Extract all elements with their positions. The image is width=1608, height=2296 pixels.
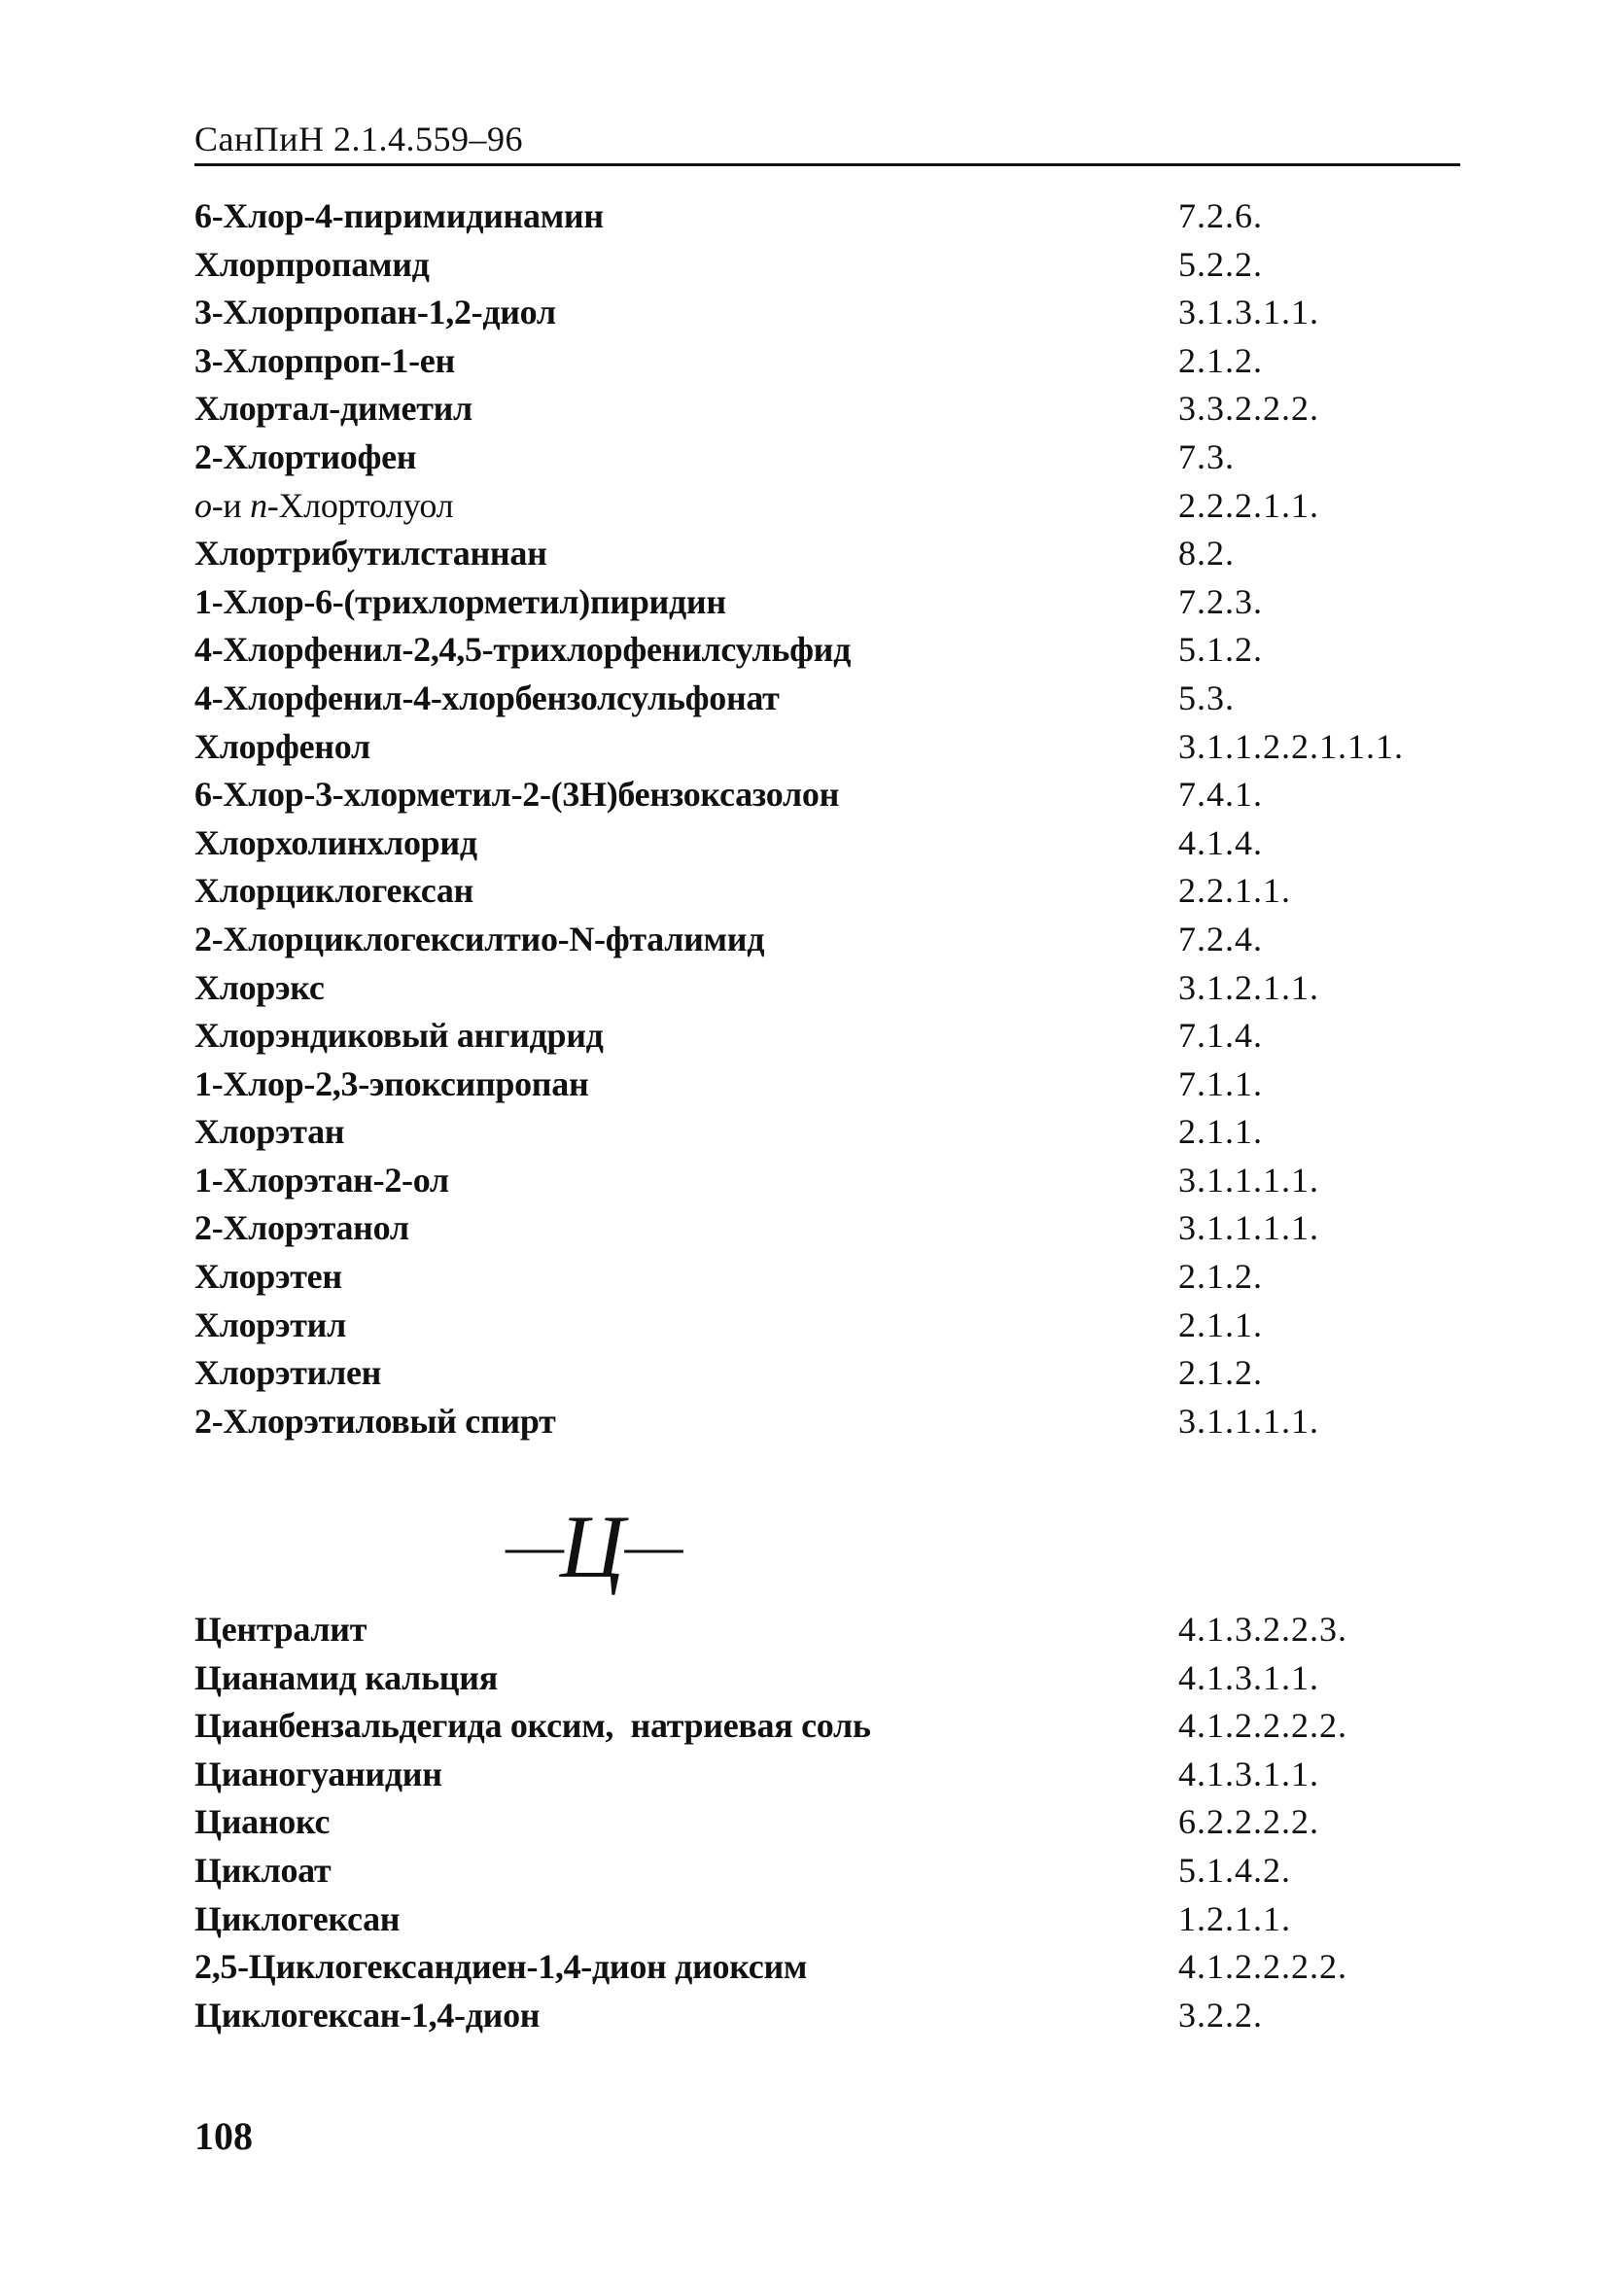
index-list-kh [194,192,1460,1445]
index-entry [194,1896,1460,1944]
ortho-prefix: о [194,485,212,525]
index-reference: 3.1.1.1.1. [1178,1401,1319,1441]
index-term: 6-Хлор-4-пиримидинамин [194,196,604,235]
index-reference: 6.2.2.2.2. [1178,1802,1319,1842]
index-entry [194,1654,1460,1703]
index-entry [194,675,1460,723]
index-term: Цианогуанидин [194,1754,442,1793]
index-entry [194,771,1460,819]
index-entry [194,192,1460,241]
index-entry [194,1204,1460,1253]
index-term: Хлорэкс [194,967,325,1007]
index-reference: 4.1.2.2.2.2. [1178,1947,1347,1987]
index-entry [194,434,1460,482]
index-reference: 3.3.2.2.2. [1178,389,1319,429]
index-reference: 3.1.2.1.1. [1178,967,1319,1007]
index-term: 4-Хлорфенил-4-хлорбензолсульфонат [194,678,780,717]
index-entry [194,1012,1460,1061]
index-reference: 7.1.4. [1178,1016,1263,1056]
term-name: -Хлортолуол [266,485,454,525]
index-term: Циклогексан [194,1898,401,1938]
index-reference: 2.1.2. [1178,1353,1263,1393]
para-prefix: п [250,485,267,525]
index-term: Хлорциклогексан [194,871,473,911]
index-reference: 7.2.6. [1178,196,1263,235]
index-term: Хлорпропамид [194,244,430,284]
index-reference: 4.1.3.1.1. [1178,1657,1319,1697]
index-reference: 5.3. [1178,678,1235,717]
index-entry [194,1992,1460,2040]
index-entry [194,1606,1460,1654]
heading-letter: Ц [560,1497,625,1596]
index-entry [194,1349,1460,1398]
index-reference: 2.1.2. [1178,340,1263,380]
heading-dash-left: — [506,1513,560,1578]
index-entry [194,626,1460,675]
running-header: СанПиН 2.1.4.559–96 [194,120,524,158]
section-letter-heading [506,1497,679,1595]
index-entry [194,482,1460,531]
index-reference: 7.4.1. [1178,775,1263,815]
index-entry [194,1751,1460,1799]
index-term: 4-Хлорфенил-2,4,5-трихлорфенилсульфид [194,630,852,670]
index-term: Хлортрибутилстаннан [194,534,547,574]
index-reference: 3.1.1.1.1. [1178,1208,1319,1248]
index-term: Цианокс [194,1802,331,1842]
index-term: Циклогексан-1,4-дион [194,1995,541,2035]
index-reference: 7.2.3. [1178,581,1263,621]
index-entry [194,867,1460,916]
index-term: 3-Хлорпропан-1,2-диол [194,293,556,332]
index-term: 2-Хлорэтиловый спирт [194,1401,556,1441]
index-reference: 3.1.1.1.1. [1178,1160,1319,1200]
index-entry [194,578,1460,627]
index-term [194,482,453,531]
index-list-ts [194,1606,1460,2039]
index-reference: 5.1.4.2. [1178,1850,1291,1890]
index-entry [194,1702,1460,1751]
index-entry [194,1798,1460,1847]
index-term: Хлорэтан [194,1112,345,1152]
index-term: 1-Хлорэтан-2-ол [194,1160,449,1200]
index-term: 3-Хлорпроп-1-ен [194,340,455,380]
index-reference: 2.1.1. [1178,1112,1263,1152]
index-entry [194,1943,1460,1992]
index-entry [194,1061,1460,1109]
index-reference: 2.1.1. [1178,1305,1263,1344]
term-connector: -и [211,485,251,525]
index-entry [194,916,1460,964]
page-number: 108 [194,2114,253,2158]
index-reference: 7.2.4. [1178,919,1263,958]
index-reference: 1.2.1.1. [1178,1898,1291,1938]
index-reference: 2.2.1.1. [1178,871,1291,911]
index-term: Цианамид кальция [194,1657,498,1697]
index-reference: 3.2.2. [1178,1995,1263,2035]
index-term: Хлорэтил [194,1305,346,1344]
index-entry [194,819,1460,868]
index-entry [194,337,1460,386]
index-entry [194,964,1460,1013]
index-term: 2-Хлорэтанол [194,1208,409,1248]
index-entry [194,1302,1460,1350]
index-term: Хлорхолинхлорид [194,822,477,862]
index-reference: 4.1.3.2.2.3. [1178,1610,1347,1649]
index-entry [194,1108,1460,1157]
index-term: Централит [194,1610,367,1649]
index-term: 2-Хлортиофен [194,436,417,476]
index-reference: 5.1.2. [1178,630,1263,670]
index-term: Циклоат [194,1850,332,1890]
index-entry [194,1398,1460,1446]
header-rule [194,163,1460,166]
index-reference: 3.1.3.1.1. [1178,293,1319,332]
index-reference: 8.2. [1178,534,1235,574]
index-term: Хлорэтилен [194,1353,382,1393]
index-reference: 4.1.4. [1178,822,1263,862]
index-reference: 5.2.2. [1178,244,1263,284]
index-reference: 2.2.2.1.1. [1178,485,1319,525]
index-entry [194,385,1460,434]
index-entry [194,723,1460,772]
index-term: 1-Хлор-2,3-эпоксипропан [194,1063,589,1103]
index-reference: 4.1.2.2.2.2. [1178,1706,1347,1746]
index-term: 6-Хлор-3-хлорметил-2-(3Н)бензоксазолон [194,775,840,815]
index-term: 1-Хлор-6-(трихлорметил)пиридин [194,581,726,621]
index-entry [194,530,1460,578]
index-reference: 2.1.2. [1178,1257,1263,1297]
index-reference: 7.1.1. [1178,1063,1263,1103]
index-term: Хлортал-диметил [194,389,472,429]
index-reference: 7.3. [1178,436,1235,476]
index-entry [194,1253,1460,1302]
index-term: 2-Хлорциклогексилтио-N-фталимид [194,919,765,958]
index-term: Хлорфенол [194,726,370,766]
index-term: Хлорэндиковый ангидрид [194,1016,604,1056]
heading-dash-right: — [624,1513,680,1578]
index-entry [194,1157,1460,1205]
index-term: Хлорэтен [194,1257,342,1297]
index-reference: 3.1.1.2.2.1.1.1. [1178,726,1404,766]
index-entry [194,289,1460,337]
index-entry [194,241,1460,290]
index-reference: 4.1.3.1.1. [1178,1754,1319,1793]
index-term: 2,5-Циклогександиен-1,4-дион диоксим [194,1947,808,1987]
index-entry [194,1847,1460,1896]
index-term: Цианбензальдегида оксим, натриевая соль [194,1706,871,1746]
